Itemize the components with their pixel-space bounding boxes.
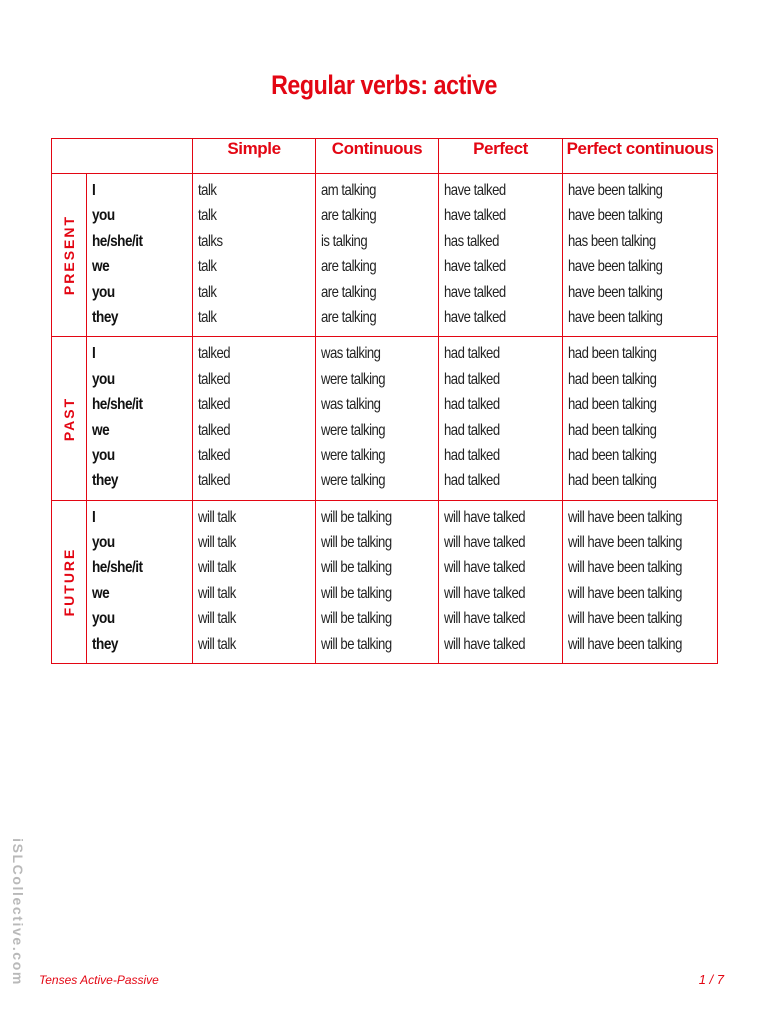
continuous-form: were talking [321, 472, 386, 490]
continuous-column-cell [316, 174, 439, 337]
perfect-continuous-form: have been talking [568, 258, 663, 276]
perfect-continuous-form: will have been talking [568, 534, 682, 552]
pronoun-form: you [92, 370, 115, 388]
simple-form: will talk [198, 584, 236, 602]
column-header-perfect: Perfect [439, 139, 563, 174]
perfect-continuous-form: had been talking [568, 370, 657, 388]
perfect-form: has talked [444, 232, 499, 250]
continuous-form: will be talking [321, 635, 392, 653]
simple-form: talk [198, 182, 217, 199]
pronoun-column-cell [87, 337, 193, 500]
column-header-perfect-continuous: Perfect continuous [563, 139, 718, 174]
pronoun-form: they [92, 635, 118, 653]
column-header-continuous: Continuous [316, 139, 439, 174]
pronoun-form: you [92, 207, 115, 225]
watermark: iSLCollective.com [10, 838, 26, 986]
perfect-continuous-form: have been talking [568, 283, 663, 301]
footer-document-name: Tenses Active-Passive [39, 973, 159, 987]
continuous-form: were talking [321, 370, 386, 388]
simple-form: will talk [198, 508, 236, 526]
perfect-form: will have talked [444, 635, 526, 653]
perfect-continuous-form: had been talking [568, 421, 657, 439]
pronoun-form: you [92, 534, 115, 552]
perfect-form: had talked [444, 370, 500, 388]
tense-group-cell [52, 500, 87, 663]
continuous-form: were talking [321, 421, 386, 439]
simple-form: talked [198, 370, 231, 388]
perfect-form: have talked [444, 283, 506, 301]
perfect-column-cell [439, 500, 563, 663]
tense-row-future [52, 500, 718, 663]
continuous-form: will be talking [321, 534, 392, 552]
continuous-form: were talking [321, 446, 386, 464]
perfect-continuous-form: have been talking [568, 182, 663, 199]
perfect-column-cell [439, 337, 563, 500]
continuous-form: are talking [321, 308, 377, 326]
continuous-form: will be talking [321, 508, 392, 526]
simple-form: talk [198, 308, 217, 326]
perfect-continuous-form: will have been talking [568, 584, 682, 602]
continuous-column-cell [316, 500, 439, 663]
continuous-form: are talking [321, 258, 377, 276]
perfect-form: have talked [444, 258, 506, 276]
pronoun-form: he/she/it [92, 396, 143, 414]
perfect-continuous-column-cell [563, 500, 718, 663]
simple-form: talks [198, 232, 223, 250]
tense-group-label: PRESENT [61, 215, 77, 296]
pronoun-form: I [92, 508, 96, 526]
perfect-form: had talked [444, 345, 500, 363]
perfect-continuous-form: had been talking [568, 472, 657, 490]
simple-column-cell [193, 337, 316, 500]
perfect-continuous-form: had been talking [568, 345, 657, 363]
pronoun-form: we [92, 584, 110, 602]
tense-row-past [52, 337, 718, 500]
continuous-form: am talking [321, 182, 376, 199]
perfect-form: will have talked [444, 610, 526, 628]
pronoun-form: we [92, 421, 110, 439]
perfect-continuous-form: had been talking [568, 396, 657, 414]
pronoun-form: you [92, 610, 115, 628]
pronoun-form: I [92, 345, 96, 363]
continuous-column-cell [316, 337, 439, 500]
simple-form: will talk [198, 534, 236, 552]
perfect-form: had talked [444, 396, 500, 414]
tense-row-present [52, 174, 718, 337]
verb-table [51, 138, 718, 664]
simple-form: talk [198, 207, 217, 225]
perfect-form: have talked [444, 308, 506, 326]
simple-form: talked [198, 472, 231, 490]
perfect-form: had talked [444, 421, 500, 439]
perfect-continuous-form: have been talking [568, 308, 663, 326]
perfect-form: have talked [444, 207, 506, 225]
perfect-continuous-form: will have been talking [568, 635, 682, 653]
corner-cell [52, 139, 193, 174]
simple-column-cell [193, 174, 316, 337]
perfect-form: will have talked [444, 584, 526, 602]
pronoun-form: he/she/it [92, 232, 143, 250]
perfect-continuous-form: has been talking [568, 232, 656, 250]
pronoun-form: we [92, 258, 110, 276]
tense-group-label: PAST [61, 396, 77, 441]
perfect-continuous-column-cell [563, 174, 718, 337]
page-title: Regular verbs: active [271, 70, 497, 100]
perfect-form: had talked [444, 446, 500, 464]
continuous-form: will be talking [321, 584, 392, 602]
perfect-form: have talked [444, 182, 506, 199]
simple-form: talk [198, 258, 217, 276]
column-header-simple: Simple [193, 139, 316, 174]
perfect-form: will have talked [444, 508, 526, 526]
perfect-continuous-form: will have been talking [568, 508, 682, 526]
perfect-continuous-form: will have been talking [568, 610, 682, 628]
tense-group-cell [52, 174, 87, 337]
pronoun-column-cell [87, 500, 193, 663]
perfect-form: had talked [444, 472, 500, 490]
perfect-continuous-form: had been talking [568, 446, 657, 464]
header-row [52, 139, 718, 174]
perfect-form: will have talked [444, 559, 526, 577]
continuous-form: are talking [321, 283, 377, 301]
tense-group-label: FUTURE [61, 547, 77, 617]
pronoun-form: they [92, 472, 118, 490]
perfect-continuous-form: have been talking [568, 207, 663, 225]
pronoun-form: they [92, 308, 118, 326]
simple-form: will talk [198, 610, 236, 628]
continuous-form: was talking [321, 345, 381, 363]
simple-form: talked [198, 396, 231, 414]
pronoun-form: he/she/it [92, 559, 143, 577]
perfect-column-cell [439, 174, 563, 337]
pronoun-form: I [92, 182, 96, 199]
pronoun-form: you [92, 283, 115, 301]
continuous-form: is talking [321, 232, 368, 250]
simple-form: will talk [198, 635, 236, 653]
simple-form: will talk [198, 559, 236, 577]
simple-form: talked [198, 345, 231, 363]
simple-form: talked [198, 421, 231, 439]
tense-group-cell [52, 337, 87, 500]
perfect-continuous-form: will have been talking [568, 559, 682, 577]
simple-form: talk [198, 283, 217, 301]
perfect-continuous-column-cell [563, 337, 718, 500]
continuous-form: was talking [321, 396, 381, 414]
pronoun-column-cell [87, 174, 193, 337]
continuous-form: are talking [321, 207, 377, 225]
pronoun-form: you [92, 446, 115, 464]
continuous-form: will be talking [321, 610, 392, 628]
simple-column-cell [193, 500, 316, 663]
continuous-form: will be talking [321, 559, 392, 577]
perfect-form: will have talked [444, 534, 526, 552]
footer-page-number: 1 / 7 [698, 972, 724, 987]
simple-form: talked [198, 446, 231, 464]
